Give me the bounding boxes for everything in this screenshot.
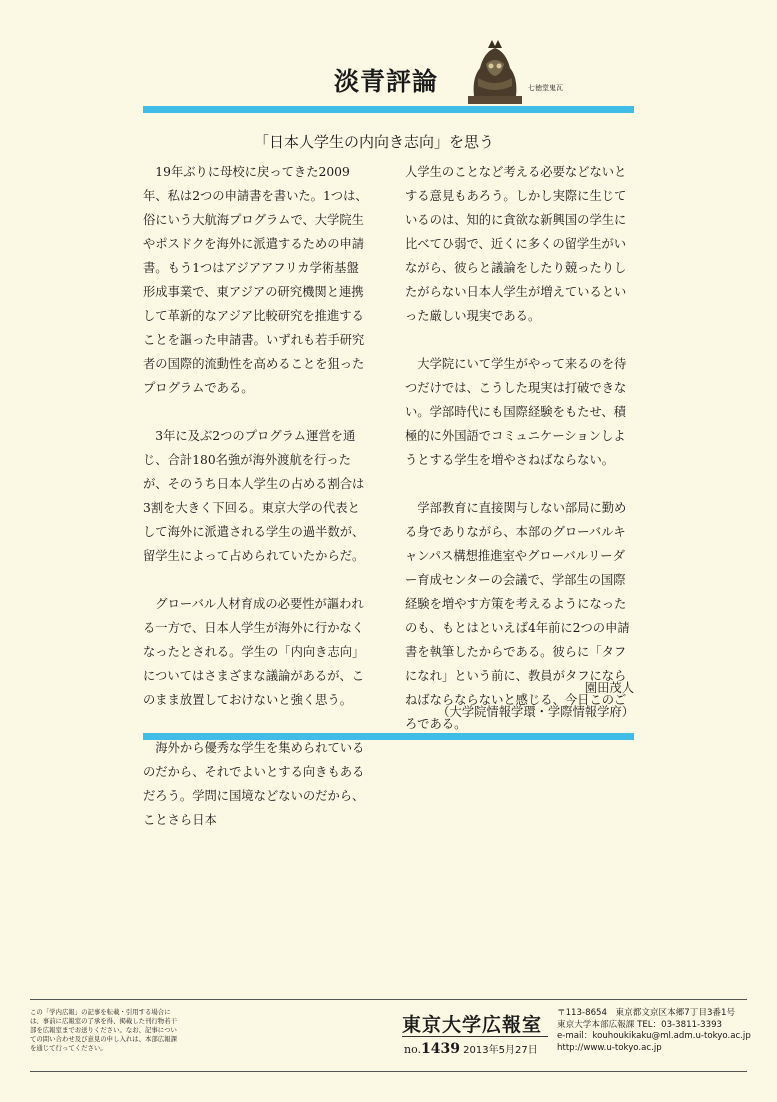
top-accent-bar xyxy=(143,106,634,113)
onigawara-statue-image xyxy=(466,38,524,104)
issue-number: 1439 xyxy=(421,1041,460,1057)
issue-info xyxy=(404,1041,538,1057)
paragraph: グローバル人材育成の必要性が謳われる一方で、日本人学生が海外に行かなくなったとされる。学生の「内向き志向」についてはさまざまな議論があるが、このまま放置しておけないと強く思う。 xyxy=(143,597,365,707)
author-signature xyxy=(437,676,634,724)
right-column xyxy=(405,160,633,736)
footer-divider-top xyxy=(30,999,747,1000)
author-affiliation: （大学院情報学環・学際情報学府） xyxy=(437,705,634,719)
article-title: 「日本人学生の内向き志向」を思う xyxy=(254,133,495,151)
paragraph: 大学院にいて学生がやって来るのを待つだけでは、こうした現実は打破できない。学部時代にも国際経験をもたせ、積極的に外国語でコミュニケーションしようとする学生を増やさねばならない。 xyxy=(405,357,627,467)
footer-notice: この「学内広報」の記事を転載・引用する場合には、事前に広報室の了承を得、掲載した刊行物若干部を広報室までお送りください。なお、記事についての問い合わせ及び意見の申し入れは、本部広報課を通じて行ってください。 xyxy=(30,1008,177,1052)
paragraph-continued: 人学生のことなど考える必要などないとする意見もあろう。しかし実際に生じているのは、知的に貪欲な新興国の学生に比べてひ弱で、近くに多くの留学生がいながら、彼らと議論をしたり競ったりしたがらない日本人学生が増えているといった厳しい現実である。 xyxy=(405,165,627,323)
paragraph: 学部教育に直接関与しない部局に勤める身でありながら、本部のグローバルキャンパス構想推進室やグローバルリーダー育成センターの会議で、学部生の国際経験を増やす方策を考えるようになったのも、もとはといえば4年前に2つの申請書を執筆したからである。彼らに「タフになれ」という前に、教員がタフにならねばならならないと感じる、今日このごろである。 xyxy=(405,501,630,731)
issue-label: no. xyxy=(404,1043,422,1056)
issue-date: 2013年5月27日 xyxy=(463,1045,538,1056)
bottom-accent-bar xyxy=(143,733,634,740)
contact-info xyxy=(557,1008,751,1054)
paragraph: 3年に及ぶ2つのプログラム運営を通じ、合計180名強が海外渡航を行ったが、そのうち日本人学生の占める割合は3割を大きく下回る。東京大学の代表として海外に派遣される学生の過半数が、留学生によって占められていたからだ。 xyxy=(143,429,365,563)
contact-email-link[interactable]: e-mail：kouhoukikaku@ml.adm.u-tokyo.ac.jp xyxy=(557,1031,751,1041)
contact-website-link[interactable]: http://www.u-tokyo.ac.jp xyxy=(557,1042,662,1053)
office-name: 東京大学広報室 xyxy=(402,1014,543,1036)
statue-caption: 七徳堂鬼瓦 xyxy=(528,84,563,92)
contact-tel: 東京大学本部広報課 TEL：03-3811-3393 xyxy=(557,1019,723,1030)
paragraph: 海外から優秀な学生を集められているのだから、それでよいとする向きもあるだろう。学問に国境などないのだから、ことさら日本 xyxy=(143,741,365,827)
left-column xyxy=(143,160,371,832)
paragraph: 19年ぶりに母校に戻ってきた2009年、私は2つの申請書を書いた。1つは、俗にいう大航海プログラムで、大学院生やポスドクを海外に派遣するための申請書。もう1つはアジアアフリカ学術基盤形成事業で、東アジアの研究機関と連携して革新的なアジア比較研究を推進することを謳った申請書。いずれも若手研究者の国際的流動性を高めることを狙ったプログラムである。 xyxy=(143,165,368,395)
column-title: 淡青評論 xyxy=(334,67,439,96)
author-name: 園田茂人 xyxy=(584,681,634,695)
office-underline xyxy=(402,1036,548,1037)
footer-divider-bottom xyxy=(30,1071,747,1072)
contact-address: 〒113-8654 東京都文京区本郷7丁目3番1号 xyxy=(557,1008,736,1018)
